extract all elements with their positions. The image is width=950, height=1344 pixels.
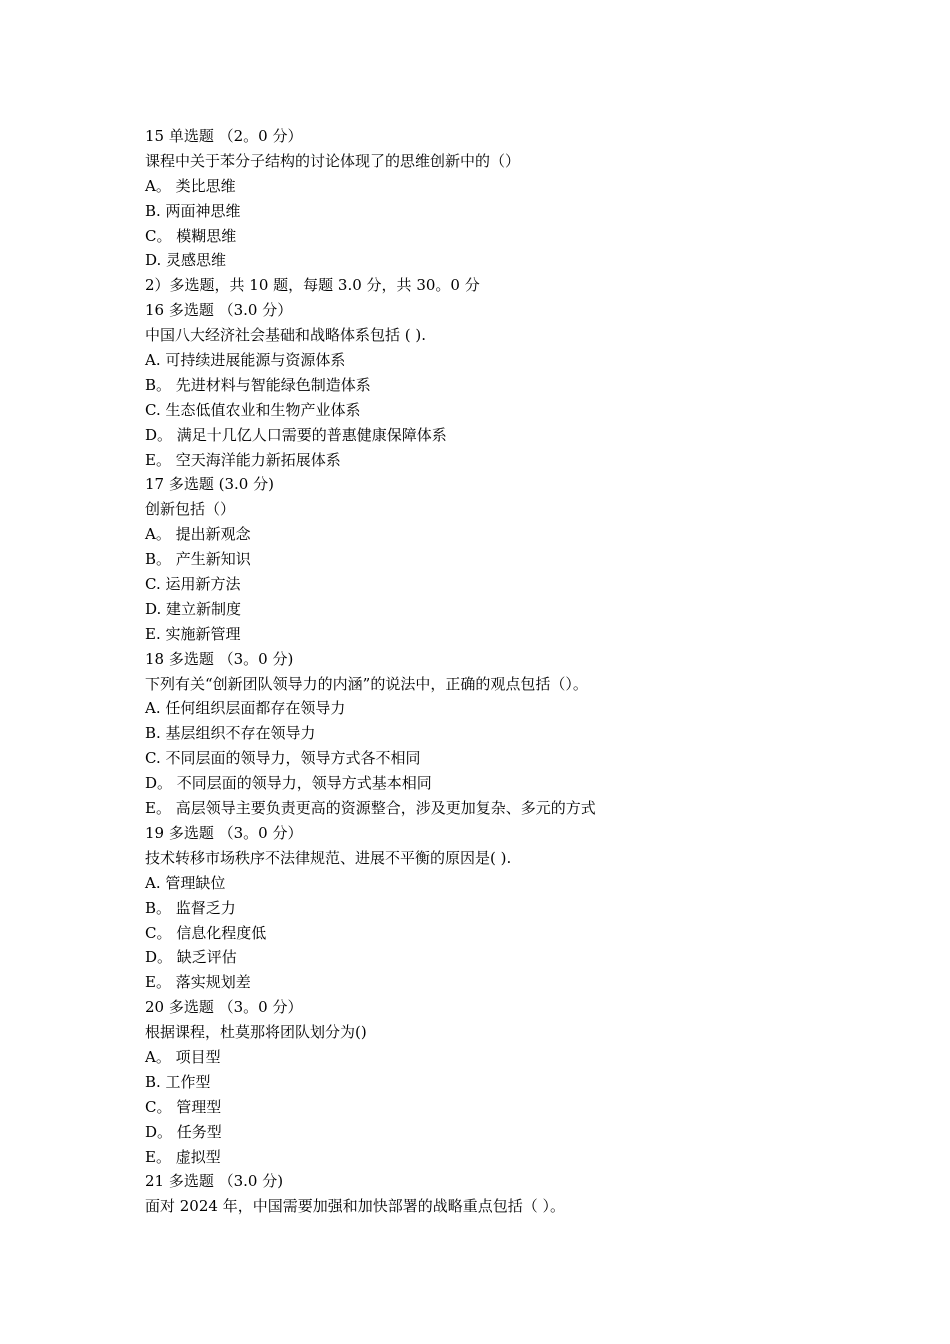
q16-option-d: D。 满足十几亿人口需要的普惠健康保障体系	[145, 425, 447, 444]
q16-option-e: E。 空天海洋能力新拓展体系	[145, 450, 341, 469]
q21-heading: 21 多选题 （3.0 分)	[145, 1172, 284, 1191]
q19-option-b: B。 监督乏力	[145, 898, 236, 917]
q18-question: 下列有关“创新团队领导力的内涵”的说法中，正确的观点包括（）。	[145, 674, 588, 693]
q19-option-a: A. 管理缺位	[145, 873, 226, 892]
q15-option-a: A。 类比思维	[145, 176, 236, 195]
q17-option-d: D. 建立新制度	[145, 599, 242, 618]
q18-option-a: A. 任何组织层面都存在领导力	[145, 699, 346, 718]
q16-option-c: C. 生态低值农业和生物产业体系	[145, 400, 361, 419]
q18-option-b: B. 基层组织不存在领导力	[145, 724, 316, 743]
q16-question: 中国八大经济社会基础和战略体系包括 ( ).	[145, 326, 427, 345]
q15-option-c: C。 模糊思维	[145, 226, 237, 245]
q18-option-c: C. 不同层面的领导力，领导方式各不相同	[145, 749, 421, 768]
q21-question: 面对 2024 年，中国需要加强和加快部署的战略重点包括（ ）。	[145, 1197, 565, 1216]
q19-heading: 19 多选题 （3。0 分）	[145, 823, 303, 842]
q20-option-c: C。 管理型	[145, 1097, 222, 1116]
q18-option-d: D。 不同层面的领导力，领导方式基本相同	[145, 774, 432, 793]
q18-heading: 18 多选题 （3。0 分)	[145, 649, 294, 668]
q16-option-a: A. 可持续进展能源与资源体系	[145, 351, 346, 370]
q17-question: 创新包括（）	[145, 500, 236, 519]
q20-option-d: D。 任务型	[145, 1122, 222, 1141]
section-2-heading: 2）多选题，共 10 题，每题 3.0 分，共 30。0 分	[145, 276, 480, 295]
q16-heading: 16 多选题 （3.0 分）	[145, 301, 293, 320]
q20-heading: 20 多选题 （3。0 分）	[145, 998, 303, 1017]
q19-option-c: C。 信息化程度低	[145, 923, 267, 942]
q20-option-e: E。 虚拟型	[145, 1147, 221, 1166]
q15-question: 课程中关于苯分子结构的讨论体现了的思维创新中的（）	[145, 151, 521, 170]
q20-option-a: A。 项目型	[145, 1047, 221, 1066]
q19-question: 技术转移市场秩序不法律规范、进展不平衡的原因是( ).	[145, 848, 512, 867]
q15-heading: 15 单选题 （2。0 分）	[145, 127, 303, 145]
document-page	[145, 124, 885, 1219]
q19-option-e: E。 落实规划差	[145, 973, 251, 992]
q17-option-c: C. 运用新方法	[145, 575, 241, 594]
q17-option-a: A。 提出新观念	[145, 525, 251, 544]
q17-option-b: B。 产生新知识	[145, 550, 251, 569]
q15-option-b: B. 两面神思维	[145, 201, 241, 220]
q20-question: 根据课程，杜莫那将团队划分为()	[145, 1023, 367, 1042]
q17-heading: 17 多选题 (3.0 分)	[145, 475, 274, 494]
q17-option-e: E. 实施新管理	[145, 624, 241, 643]
q15-option-d: D. 灵感思维	[145, 251, 227, 270]
q19-option-d: D。 缺乏评估	[145, 948, 237, 967]
q18-option-e: E。 高层领导主要负责更高的资源整合，涉及更加复杂、多元的方式	[145, 799, 596, 818]
q20-option-b: B. 工作型	[145, 1072, 211, 1091]
q16-option-b: B。 先进材料与智能绿色制造体系	[145, 375, 371, 394]
